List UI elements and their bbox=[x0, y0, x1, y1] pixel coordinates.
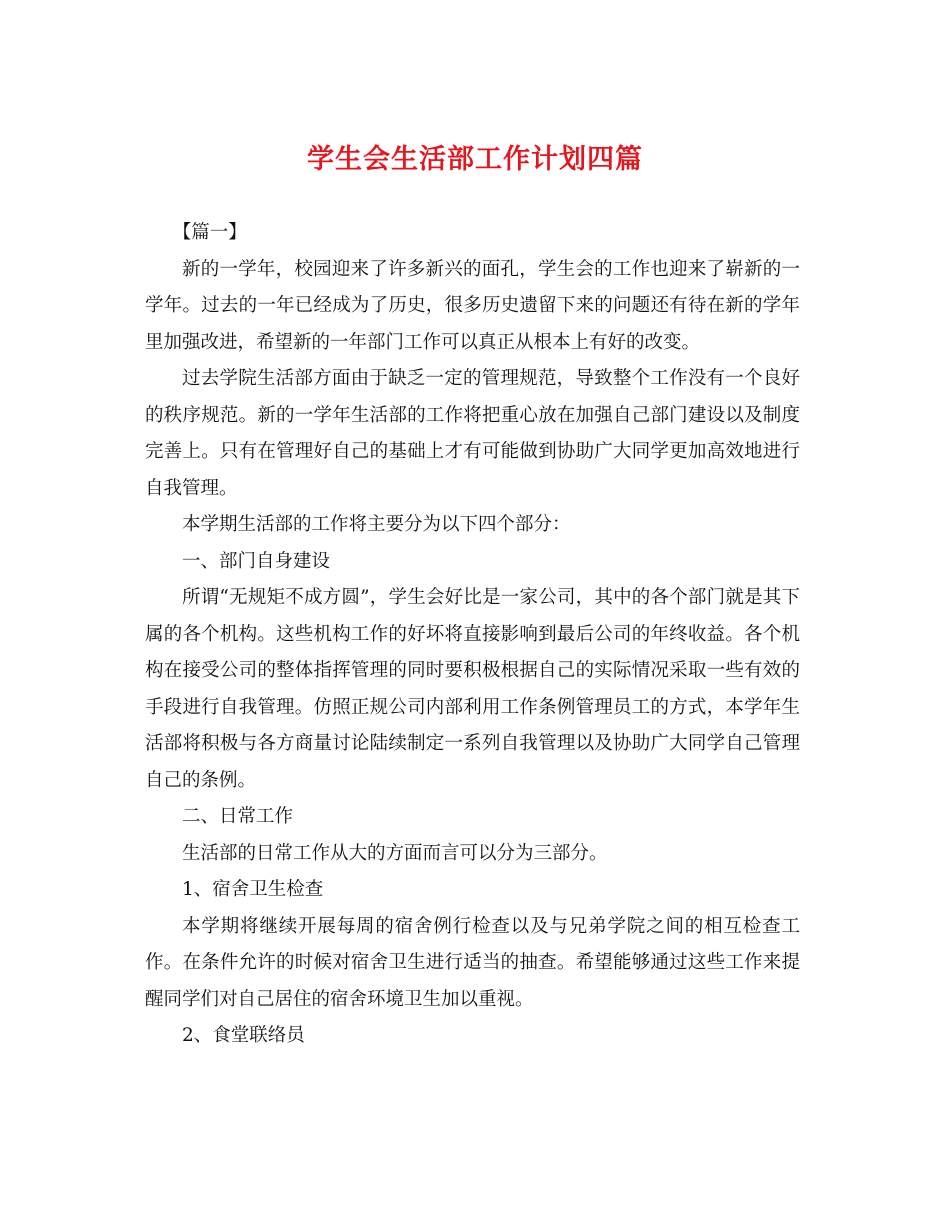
document-body bbox=[145, 215, 800, 1055]
paragraph: 本学期生活部的工作将主要分为以下四个部分： bbox=[182, 514, 571, 535]
subsection-heading: 2、食堂联络员 bbox=[182, 1025, 305, 1046]
paragraph: 过去学院生活部方面由于缺乏一定的管理规范，导致整个工作没有一个良好的秩序规范。新的一学年生活部的工作将把重心放在加强自己部门建设以及制度完善上。只有在管理好自己的基础上才有可能做到协助广大同学更加高效地进行自我管理。 bbox=[145, 368, 800, 499]
paragraph: 本学期将继续开展每周的宿舍例行检查以及与兄弟学院之间的相互检查工作。在条件允许的时候对宿舍卫生进行适当的抽查。希望能够通过这些工作来提醒同学们对自己居住的宿舍环境卫生加以重视。 bbox=[145, 915, 800, 1010]
subsection-heading: 1、宿舍卫生检查 bbox=[182, 879, 324, 900]
paragraph: 新的一学年，校园迎来了许多新兴的面孔，学生会的工作也迎来了崭新的一学年。过去的一年已经成为了历史，很多历史遗留下来的问题还有待在新的学年里加强改进，希望新的一年部门工作可以真正从根本上有好的改变。 bbox=[145, 258, 800, 353]
paragraph: 生活部的日常工作从大的方面而言可以分为三部分。 bbox=[182, 842, 608, 864]
section-heading: 二、日常工作 bbox=[182, 806, 294, 827]
section-label: 【篇一】 bbox=[172, 222, 247, 243]
section-heading: 一、部门自身建设 bbox=[182, 550, 331, 572]
paragraph: 所谓“无规矩不成方圆”，学生会好比是一家公司，其中的各个部门就是其下属的各个机构。这些机构工作的好坏将直接影响到最后公司的年终收益。各个机构在接受公司的整体指挥管理的同时要积极根据自己的实际情况采取一些有效的手段进行自我管理。仿照正规公司内部利用工作条例管理员工的方式，本学年生活部将积极与各方商量讨论陆续制定一系列自我管理以及协助广大同学自己管理自己的条例。 bbox=[145, 587, 800, 791]
document-title: 学生会生活部工作计划四篇 bbox=[307, 144, 643, 175]
